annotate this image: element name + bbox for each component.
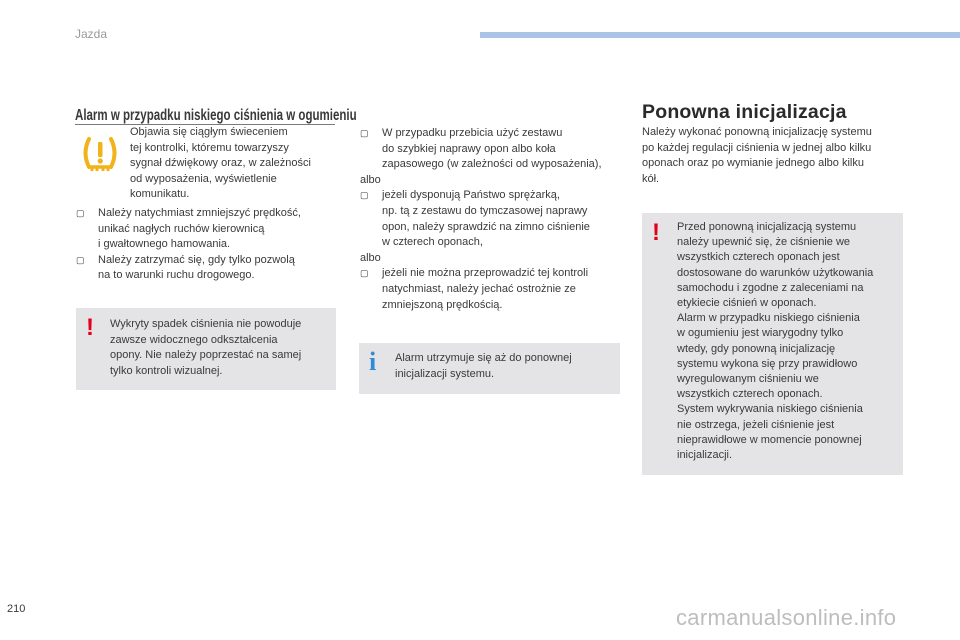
text-line: od wyposażenia, wyświetlenie	[130, 172, 277, 185]
warning-text	[110, 317, 301, 379]
checkbox-bullet-icon: ▢	[360, 128, 369, 138]
text-line: Wykryty spadek ciśnienia nie powoduje	[110, 318, 302, 330]
warning-text	[677, 220, 873, 463]
text-line: wszystkich czterech oponach jest	[677, 251, 840, 264]
info-text	[395, 351, 572, 382]
or-separator: albo	[360, 173, 381, 186]
text-line: nie ostrzega, jeżeli ciśnienie jest	[677, 418, 835, 431]
text-line: w czterech oponach,	[382, 236, 483, 249]
text-line: wyregulowanym ciśnieniu we	[677, 373, 819, 386]
warning-exclamation-icon: !	[86, 314, 94, 341]
text-line: Należy natychmiast zmniejszyć prędkość,	[98, 207, 301, 219]
text-line: jeżeli nie można przeprowadzić tej kontroli	[382, 267, 589, 280]
text-line: wszystkich czterech oponach.	[677, 388, 823, 401]
text-line: unikać nagłych ruchów kierownicą	[98, 222, 265, 235]
text-line: komunikatu.	[130, 188, 190, 201]
text-line: po każdej regulacji ciśnienia w jednej albo kilku	[642, 141, 872, 154]
text-line: na to warunki ruchu drogowego.	[98, 269, 255, 282]
text-line: Alarm utrzymuje się aż do ponownej	[395, 352, 572, 364]
checkbox-bullet-icon: ▢	[76, 208, 85, 218]
text-line: Alarm w przypadku niskiego ciśnienia	[677, 312, 860, 325]
text-line: natychmiast, należy jechać ostrożnie ze	[382, 282, 576, 295]
text-line: nieprawidłowe w momencie ponownej	[677, 433, 862, 446]
watermark: carmanualsonline.info	[676, 605, 897, 630]
bullet-item	[76, 206, 301, 253]
text-line: opon, należy sprawdzić na zimno ciśnienie	[382, 220, 590, 233]
text-line: dostosowane do warunków użytkowania	[677, 266, 874, 279]
text-line: systemu wykona się przy prawidłowo	[677, 357, 858, 370]
left-bullet-list	[76, 206, 301, 284]
text-line: inicjalizacji systemu.	[395, 367, 495, 380]
or-separator: albo	[360, 251, 381, 264]
section-name: Jazda	[75, 27, 108, 41]
text-line: sygnał dźwiękowy oraz, w zależności	[130, 157, 311, 170]
text-line: do szybkiej naprawy opon albo koła	[382, 142, 556, 155]
checkbox-bullet-icon: ▢	[76, 254, 85, 265]
text-line: zmniejszoną prędkością.	[382, 298, 503, 311]
text-line: System wykrywania niskiego ciśnienia	[677, 403, 863, 416]
text-line: wtedy, gdy ponowną inicjalizację	[677, 342, 836, 355]
text-line: Przed ponowną inicjalizacją systemu	[677, 221, 857, 233]
text-line: inicjalizacji.	[677, 449, 733, 462]
reinit-intro	[642, 125, 872, 187]
text-line: należy upewnić się, że ciśnienie we	[677, 236, 851, 249]
text-line: etykiecie ciśnień w oponach.	[677, 297, 817, 310]
lamp-description	[130, 125, 311, 203]
text-line: tej kontrolki, któremu towarzyszy	[130, 141, 289, 154]
text-line: oponach oraz po wymianie jednego albo kilku	[642, 157, 864, 170]
warning-box-visual-check	[76, 308, 336, 390]
info-box-alarm-persists	[359, 343, 620, 394]
bullet-item	[360, 188, 602, 250]
text-line: jeżeli dysponują Państwo sprężarką,	[382, 189, 560, 202]
bullet-item	[76, 253, 301, 284]
warning-exclamation-icon: !	[652, 219, 660, 246]
text-line: Należy wykonać ponowną inicjalizację systemu	[642, 126, 872, 138]
text-line: zapasowego (w zależności od wyposażenia),	[382, 158, 602, 171]
warning-box-before-reinit	[642, 213, 903, 475]
text-line: zawsze widocznego odkształcenia	[110, 333, 278, 346]
section-heading-reinitialisation: Ponowna inicjalizacja	[642, 101, 847, 123]
text-line: kół.	[642, 172, 660, 185]
checkbox-bullet-icon: ▢	[360, 268, 369, 279]
checkbox-bullet-icon: ▢	[360, 190, 369, 201]
text-line: Należy zatrzymać się, gdy tylko pozwolą	[98, 253, 295, 266]
bullet-item	[360, 266, 602, 313]
header-accent-bar	[480, 32, 960, 38]
info-icon: i	[369, 347, 377, 376]
text-line: W przypadku przebicia użyć zestawu	[382, 127, 563, 139]
middle-bullet-list	[360, 126, 602, 313]
text-line: i gwałtownego hamowania.	[98, 238, 231, 251]
text-line: opony. Nie należy poprzestać na samej	[110, 349, 302, 362]
text-line: w ogumieniu jest wiarygodny tylko	[677, 327, 844, 340]
bullet-item	[360, 126, 602, 173]
section-heading-low-pressure-alarm: Alarm w przypadku niskiego ciśnienia w ogumieniu	[75, 107, 357, 124]
text-line: samochodu i zgodne z zaleceniami na	[677, 281, 864, 294]
tire-pressure-warning-icon	[80, 134, 120, 172]
text-line: np. tą z zestawu do tymczasowej naprawy	[382, 204, 588, 217]
text-line: Objawia się ciągłym świeceniem	[130, 126, 288, 138]
page-number: 210	[7, 603, 26, 615]
text-line: tylko kontroli wizualnej.	[110, 364, 223, 377]
